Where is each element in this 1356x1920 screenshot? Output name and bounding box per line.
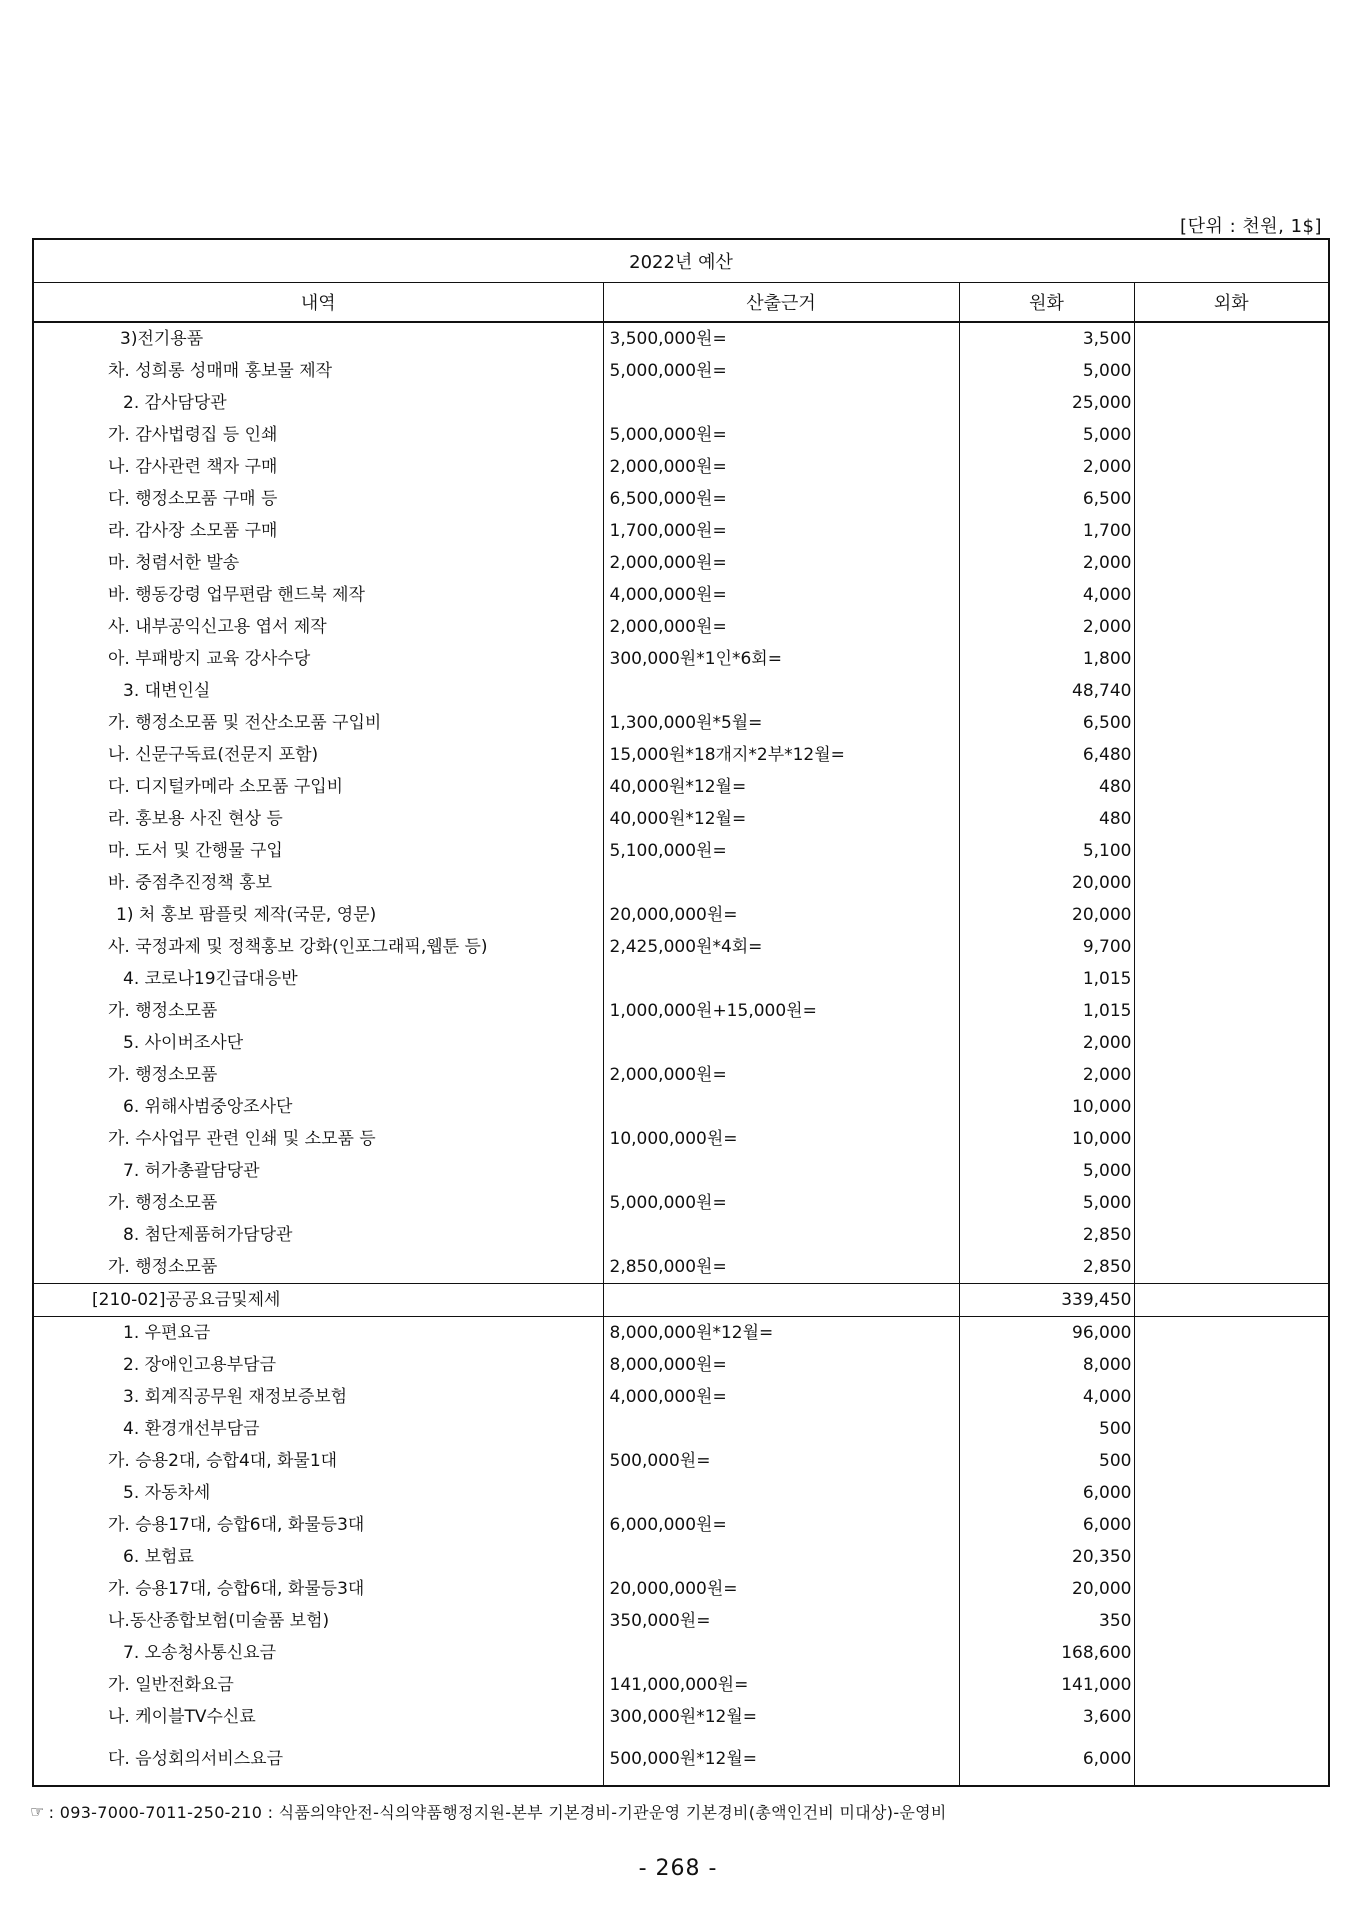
row-basis [603, 1477, 959, 1509]
year-header-row [33, 239, 1329, 283]
row-description: 나. 신문구독료(전문지 포함) [108, 744, 319, 765]
row-basis: 6,500,000원= [603, 483, 959, 515]
row-basis [603, 1637, 959, 1669]
table-row [33, 1509, 1329, 1541]
row-basis: 8,000,000원*12월= [603, 1317, 959, 1350]
row-foreign-amount [1134, 707, 1329, 739]
table-row [33, 1123, 1329, 1155]
table-row [33, 547, 1329, 579]
row-description: 가. 승용17대, 승합6대, 화물등3대 [108, 1578, 365, 1599]
row-foreign-amount [1134, 1733, 1329, 1786]
row-basis: 3,500,000원= [603, 322, 959, 355]
row-foreign-amount [1134, 931, 1329, 963]
row-description: 바. 중점추진정책 홍보 [108, 872, 273, 893]
row-description: 나.동산종합보험(미술품 보험) [108, 1610, 330, 1631]
row-krw-amount: 6,000 [959, 1477, 1134, 1509]
row-foreign-amount [1134, 963, 1329, 995]
row-foreign-amount [1134, 1669, 1329, 1701]
row-foreign-amount [1134, 547, 1329, 579]
row-krw-amount: 5,000 [959, 419, 1134, 451]
row-basis: 2,000,000원= [603, 611, 959, 643]
table-row [33, 1445, 1329, 1477]
row-description: 마. 도서 및 간행물 구입 [108, 840, 283, 861]
row-basis: 5,000,000원= [603, 355, 959, 387]
row-description: 4. 환경개선부담금 [123, 1418, 260, 1439]
row-krw-amount: 4,000 [959, 1381, 1134, 1413]
row-description-cell [33, 1317, 603, 1350]
row-description-cell [33, 611, 603, 643]
row-description: 가. 행정소모품 [108, 1256, 218, 1277]
table-row [33, 995, 1329, 1027]
row-description-cell [33, 1605, 603, 1637]
row-krw-amount: 20,000 [959, 1573, 1134, 1605]
row-krw-amount: 350 [959, 1605, 1134, 1637]
row-description-cell [33, 803, 603, 835]
row-basis: 1,300,000원*5월= [603, 707, 959, 739]
row-description-cell [33, 675, 603, 707]
row-description-cell [33, 1381, 603, 1413]
row-foreign-amount [1134, 1701, 1329, 1733]
row-foreign-amount [1134, 579, 1329, 611]
table-row [33, 419, 1329, 451]
row-description-cell [33, 419, 603, 451]
row-basis: 40,000원*12월= [603, 771, 959, 803]
row-foreign-amount [1134, 355, 1329, 387]
row-description-cell [33, 1059, 603, 1091]
row-description-cell [33, 483, 603, 515]
row-foreign-amount [1134, 1059, 1329, 1091]
row-description-cell [33, 867, 603, 899]
row-description: 5. 자동차세 [123, 1482, 211, 1503]
row-krw-amount: 6,000 [959, 1733, 1134, 1786]
row-description: 마. 청렴서한 발송 [108, 552, 240, 573]
row-description-cell [33, 1637, 603, 1669]
row-description: 7. 허가총괄담당관 [123, 1160, 260, 1181]
row-description: 가. 수사업무 관련 인쇄 및 소모품 등 [108, 1128, 376, 1149]
table-row [33, 643, 1329, 675]
table-row [33, 963, 1329, 995]
row-foreign-amount [1134, 1251, 1329, 1284]
table-body [33, 322, 1329, 1786]
row-krw-amount: 3,600 [959, 1701, 1134, 1733]
row-basis: 2,425,000원*4회= [603, 931, 959, 963]
row-foreign-amount [1134, 739, 1329, 771]
row-foreign-amount [1134, 515, 1329, 547]
table-row [33, 867, 1329, 899]
table-row [33, 1091, 1329, 1123]
table-row [33, 1251, 1329, 1284]
row-basis: 10,000,000원= [603, 1123, 959, 1155]
row-description: [210-02]공공요금및제세 [92, 1289, 281, 1310]
row-description-cell [33, 739, 603, 771]
row-krw-amount: 1,700 [959, 515, 1134, 547]
column-header-foreign: 외화 [1134, 283, 1329, 323]
row-description-cell [33, 835, 603, 867]
row-description-cell [33, 1509, 603, 1541]
table-row [33, 1541, 1329, 1573]
row-krw-amount: 2,000 [959, 611, 1134, 643]
table-row [33, 899, 1329, 931]
row-foreign-amount [1134, 1509, 1329, 1541]
row-description: 바. 행동강령 업무편람 핸드북 제작 [108, 584, 365, 605]
row-description-cell [33, 899, 603, 931]
table-row [33, 675, 1329, 707]
row-foreign-amount [1134, 419, 1329, 451]
table-row [33, 387, 1329, 419]
row-krw-amount: 2,000 [959, 1059, 1134, 1091]
row-foreign-amount [1134, 1413, 1329, 1445]
row-basis: 5,000,000원= [603, 1187, 959, 1219]
table-row [33, 1733, 1329, 1786]
row-description: 가. 승용17대, 승합6대, 화물등3대 [108, 1514, 365, 1535]
row-basis [603, 1091, 959, 1123]
row-foreign-amount [1134, 1573, 1329, 1605]
row-foreign-amount [1134, 1155, 1329, 1187]
row-krw-amount: 2,850 [959, 1219, 1134, 1251]
row-basis: 1,000,000원+15,000원= [603, 995, 959, 1027]
row-foreign-amount [1134, 611, 1329, 643]
table-row [33, 835, 1329, 867]
row-basis [603, 867, 959, 899]
row-basis: 2,850,000원= [603, 1251, 959, 1284]
table-row [33, 355, 1329, 387]
row-description-cell [33, 1477, 603, 1509]
row-description: 4. 코로나19긴급대응반 [123, 968, 298, 989]
row-description-cell [33, 1413, 603, 1445]
row-foreign-amount [1134, 899, 1329, 931]
row-basis: 15,000원*18개지*2부*12월= [603, 739, 959, 771]
row-description-cell [33, 1669, 603, 1701]
row-basis: 8,000,000원= [603, 1349, 959, 1381]
row-basis [603, 1413, 959, 1445]
row-description: 사. 국정과제 및 정책홍보 강화(인포그래픽,웹툰 등) [108, 936, 488, 957]
row-description-cell [33, 1187, 603, 1219]
row-krw-amount: 1,015 [959, 963, 1134, 995]
row-krw-amount: 5,100 [959, 835, 1134, 867]
page-number: - 268 - [638, 1856, 718, 1881]
row-description-cell [33, 1541, 603, 1573]
row-krw-amount: 6,000 [959, 1509, 1134, 1541]
table-row [33, 1381, 1329, 1413]
row-krw-amount: 2,850 [959, 1251, 1134, 1284]
row-description-cell [33, 1284, 603, 1317]
row-krw-amount: 6,500 [959, 483, 1134, 515]
row-description: 가. 행정소모품 [108, 1192, 218, 1213]
table-row [33, 611, 1329, 643]
table-row [33, 1155, 1329, 1187]
row-basis [603, 1027, 959, 1059]
row-description: 가. 승용2대, 승합4대, 화물1대 [108, 1450, 338, 1471]
row-description: 다. 디지털카메라 소모품 구입비 [108, 776, 344, 797]
row-foreign-amount [1134, 1091, 1329, 1123]
table-row [33, 1059, 1329, 1091]
table-row [33, 322, 1329, 355]
footnote [30, 1800, 947, 1823]
row-description-cell [33, 963, 603, 995]
row-foreign-amount [1134, 1219, 1329, 1251]
table-row [33, 1701, 1329, 1733]
row-krw-amount: 480 [959, 771, 1134, 803]
row-description-cell [33, 1349, 603, 1381]
row-basis [603, 1219, 959, 1251]
row-foreign-amount [1134, 483, 1329, 515]
row-krw-amount: 20,350 [959, 1541, 1134, 1573]
table-row [33, 451, 1329, 483]
row-krw-amount: 480 [959, 803, 1134, 835]
row-description: 차. 성희롱 성매매 홍보물 제작 [108, 360, 333, 381]
row-description-cell [33, 1123, 603, 1155]
row-foreign-amount [1134, 1637, 1329, 1669]
row-description: 7. 오송청사통신요금 [123, 1642, 276, 1663]
row-krw-amount: 20,000 [959, 899, 1134, 931]
row-basis [603, 675, 959, 707]
table-row [33, 483, 1329, 515]
row-description-cell [33, 322, 603, 355]
row-description: 6. 위해사범중앙조사단 [123, 1096, 293, 1117]
row-description: 라. 홍보용 사진 현상 등 [108, 808, 283, 829]
row-description: 라. 감사장 소모품 구매 [108, 520, 278, 541]
row-description: 다. 행정소모품 구매 등 [108, 488, 278, 509]
row-foreign-amount [1134, 1541, 1329, 1573]
table-row [33, 1317, 1329, 1350]
table-row [33, 739, 1329, 771]
row-description-cell [33, 451, 603, 483]
row-foreign-amount [1134, 1381, 1329, 1413]
row-description-cell [33, 1733, 603, 1786]
pointing-hand-icon: ☞ [30, 1802, 45, 1821]
row-krw-amount: 20,000 [959, 867, 1134, 899]
row-krw-amount: 6,500 [959, 707, 1134, 739]
row-description-cell [33, 1219, 603, 1251]
row-description-cell [33, 1573, 603, 1605]
row-description: 가. 감사법령집 등 인쇄 [108, 424, 278, 445]
row-basis: 500,000원*12월= [603, 1733, 959, 1786]
row-basis: 500,000원= [603, 1445, 959, 1477]
row-description: 3. 회계직공무원 재정보증보험 [123, 1386, 348, 1407]
row-description: 가. 행정소모품 [108, 1000, 218, 1021]
row-krw-amount: 141,000 [959, 1669, 1134, 1701]
row-foreign-amount [1134, 1123, 1329, 1155]
row-basis [603, 1155, 959, 1187]
budget-table [32, 238, 1330, 1787]
row-foreign-amount [1134, 995, 1329, 1027]
row-description: 8. 첨단제품허가담당관 [123, 1224, 293, 1245]
row-basis: 2,000,000원= [603, 451, 959, 483]
row-foreign-amount [1134, 1349, 1329, 1381]
table-row [33, 1413, 1329, 1445]
row-description-cell [33, 515, 603, 547]
table-row [33, 1573, 1329, 1605]
year-header: 2022년 예산 [33, 239, 1329, 283]
row-krw-amount: 2,000 [959, 547, 1134, 579]
row-description-cell [33, 931, 603, 963]
row-description-cell [33, 1155, 603, 1187]
row-basis [603, 1541, 959, 1573]
table-row [33, 1477, 1329, 1509]
row-basis: 6,000,000원= [603, 1509, 959, 1541]
row-foreign-amount [1134, 867, 1329, 899]
row-basis: 350,000원= [603, 1605, 959, 1637]
row-krw-amount: 1,800 [959, 643, 1134, 675]
row-krw-amount: 25,000 [959, 387, 1134, 419]
row-description: 3)전기용품 [120, 328, 204, 349]
row-description: 가. 행정소모품 및 전산소모품 구입비 [108, 712, 382, 733]
row-description: 1. 우편요금 [123, 1322, 211, 1343]
row-basis: 20,000,000원= [603, 899, 959, 931]
row-basis [603, 963, 959, 995]
row-description-cell [33, 643, 603, 675]
row-description: 6. 보험료 [123, 1546, 194, 1567]
row-description: 나. 케이블TV수신료 [108, 1706, 256, 1727]
row-basis: 300,000원*12월= [603, 1701, 959, 1733]
row-krw-amount: 3,500 [959, 322, 1134, 355]
row-krw-amount: 168,600 [959, 1637, 1134, 1669]
table-row [33, 1219, 1329, 1251]
row-basis: 1,700,000원= [603, 515, 959, 547]
table-row [33, 1284, 1329, 1317]
row-krw-amount: 1,015 [959, 995, 1134, 1027]
row-krw-amount: 5,000 [959, 1187, 1134, 1219]
table-row [33, 1637, 1329, 1669]
row-foreign-amount [1134, 675, 1329, 707]
row-description-cell [33, 1445, 603, 1477]
row-foreign-amount [1134, 835, 1329, 867]
row-description: 2. 감사담당관 [123, 392, 227, 413]
row-krw-amount: 339,450 [959, 1284, 1134, 1317]
table-row [33, 1187, 1329, 1219]
row-krw-amount: 6,480 [959, 739, 1134, 771]
row-krw-amount: 10,000 [959, 1123, 1134, 1155]
column-header-krw: 원화 [959, 283, 1134, 323]
row-basis: 40,000원*12월= [603, 803, 959, 835]
column-header-description: 내역 [33, 283, 603, 323]
row-description-cell [33, 1091, 603, 1123]
table-row [33, 803, 1329, 835]
table-row [33, 771, 1329, 803]
row-description: 1) 처 홍보 팜플릿 제작(국문, 영문) [116, 904, 377, 925]
row-krw-amount: 96,000 [959, 1317, 1134, 1350]
table-row [33, 707, 1329, 739]
row-description-cell [33, 355, 603, 387]
row-basis: 2,000,000원= [603, 1059, 959, 1091]
row-basis: 2,000,000원= [603, 547, 959, 579]
table-row [33, 931, 1329, 963]
row-basis: 5,100,000원= [603, 835, 959, 867]
row-basis [603, 1284, 959, 1317]
table-row [33, 1349, 1329, 1381]
table-row [33, 1605, 1329, 1637]
row-krw-amount: 5,000 [959, 355, 1134, 387]
table-row [33, 579, 1329, 611]
row-krw-amount: 500 [959, 1413, 1134, 1445]
row-description-cell [33, 995, 603, 1027]
row-foreign-amount [1134, 322, 1329, 355]
row-foreign-amount [1134, 803, 1329, 835]
row-description-cell [33, 1027, 603, 1059]
row-basis: 4,000,000원= [603, 579, 959, 611]
row-basis: 141,000,000원= [603, 1669, 959, 1701]
row-basis: 20,000,000원= [603, 1573, 959, 1605]
row-krw-amount: 8,000 [959, 1349, 1134, 1381]
row-description-cell [33, 579, 603, 611]
row-krw-amount: 5,000 [959, 1155, 1134, 1187]
row-foreign-amount [1134, 1477, 1329, 1509]
row-description-cell [33, 1251, 603, 1284]
row-basis [603, 387, 959, 419]
row-basis: 300,000원*1인*6회= [603, 643, 959, 675]
row-krw-amount: 4,000 [959, 579, 1134, 611]
row-foreign-amount [1134, 1027, 1329, 1059]
row-foreign-amount [1134, 1317, 1329, 1350]
row-krw-amount: 2,000 [959, 451, 1134, 483]
table-row [33, 1027, 1329, 1059]
row-description: 나. 감사관련 책자 구매 [108, 456, 278, 477]
row-description-cell [33, 547, 603, 579]
row-description-cell [33, 707, 603, 739]
row-description: 3. 대변인실 [123, 680, 211, 701]
row-foreign-amount [1134, 1187, 1329, 1219]
row-foreign-amount [1134, 771, 1329, 803]
row-description: 가. 일반전화요금 [108, 1674, 234, 1695]
row-foreign-amount [1134, 643, 1329, 675]
row-basis: 4,000,000원= [603, 1381, 959, 1413]
row-krw-amount: 9,700 [959, 931, 1134, 963]
row-description: 아. 부패방지 교육 강사수당 [108, 648, 311, 669]
column-header-row [33, 283, 1329, 323]
row-krw-amount: 500 [959, 1445, 1134, 1477]
row-description-cell [33, 387, 603, 419]
row-foreign-amount [1134, 1284, 1329, 1317]
footnote-text: : 093-7000-7011-250-210 : 식품의약안전-식의약품행정지원-본부 기본경비-기관운영 기본경비(총액인건비 미대상)-운영비 [48, 1803, 947, 1822]
row-krw-amount: 2,000 [959, 1027, 1134, 1059]
table-row [33, 515, 1329, 547]
row-description: 2. 장애인고용부담금 [123, 1354, 276, 1375]
row-krw-amount: 10,000 [959, 1091, 1134, 1123]
table-row [33, 1669, 1329, 1701]
row-description: 다. 음성회의서비스요금 [108, 1748, 284, 1769]
row-basis: 5,000,000원= [603, 419, 959, 451]
row-description-cell [33, 1701, 603, 1733]
row-description: 5. 사이버조사단 [123, 1032, 244, 1053]
row-description: 가. 행정소모품 [108, 1064, 218, 1085]
row-foreign-amount [1134, 1445, 1329, 1477]
row-foreign-amount [1134, 387, 1329, 419]
unit-label: [단위 : 천원, 1$] [1180, 216, 1322, 237]
row-description: 사. 내부공익신고용 엽서 제작 [108, 616, 327, 637]
row-description-cell [33, 771, 603, 803]
row-foreign-amount [1134, 1605, 1329, 1637]
row-krw-amount: 48,740 [959, 675, 1134, 707]
row-foreign-amount [1134, 451, 1329, 483]
column-header-basis: 산출근거 [603, 283, 959, 323]
